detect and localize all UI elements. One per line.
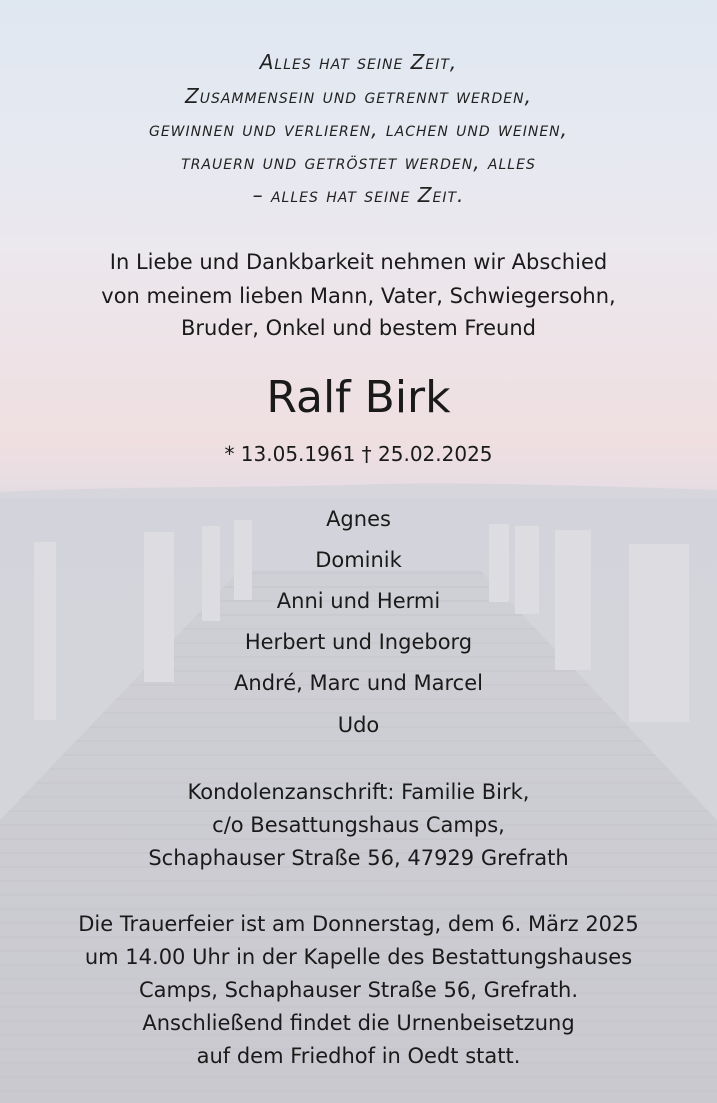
mourner-name: Udo [337, 713, 380, 737]
poem-line: trauern und getröstet werden, alles [181, 150, 536, 174]
poem-line: Zusammensein und getrennt werden, [185, 84, 532, 108]
funeral-info-line: Anschließend findet die Urnenbeisetzung [142, 1011, 575, 1035]
poem-line: Alles hat seine Zeit, [259, 50, 458, 74]
mourner-name: Anni und Hermi [276, 589, 441, 613]
mourner-name: Herbert und Ingeborg [244, 630, 473, 654]
life-dates: * 13.05.1961 † 25.02.2025 [224, 442, 493, 466]
funeral-info-line: Die Trauerfeier ist am Donnerstag, dem 6. März 2025 [78, 912, 639, 936]
funeral-info-line: um 14.00 Uhr in der Kapelle des Bestattungshauses [84, 945, 633, 969]
funeral-info-line: auf dem Friedhof in Oedt statt. [196, 1044, 521, 1068]
intro-line: In Liebe und Dankbarkeit nehmen wir Abschied [109, 250, 608, 274]
intro-line: von meinem lieben Mann, Vater, Schwiegersohn, [101, 284, 616, 308]
mourner-name: Dominik [315, 548, 402, 572]
condolence-address-line: Schaphauser Straße 56, 47929 Grefrath [148, 846, 569, 870]
funeral-info-line: Camps, Schaphauser Straße 56, Grefrath. [138, 978, 579, 1002]
poem-line: – alles hat seine Zeit. [252, 183, 465, 207]
condolence-address-line: c/o Besattungshaus Camps, [212, 813, 505, 837]
mourner-name: Agnes [326, 507, 391, 531]
mourner-name: André, Marc und Marcel [234, 671, 483, 695]
condolence-address-line: Kondolenzanschrift: Familie Birk, [187, 780, 530, 804]
poem-line: gewinnen und verlieren, lachen und weinen, [148, 117, 568, 141]
deceased-name: Ralf Birk [266, 372, 451, 423]
intro-line: Bruder, Onkel und bestem Freund [181, 316, 536, 340]
